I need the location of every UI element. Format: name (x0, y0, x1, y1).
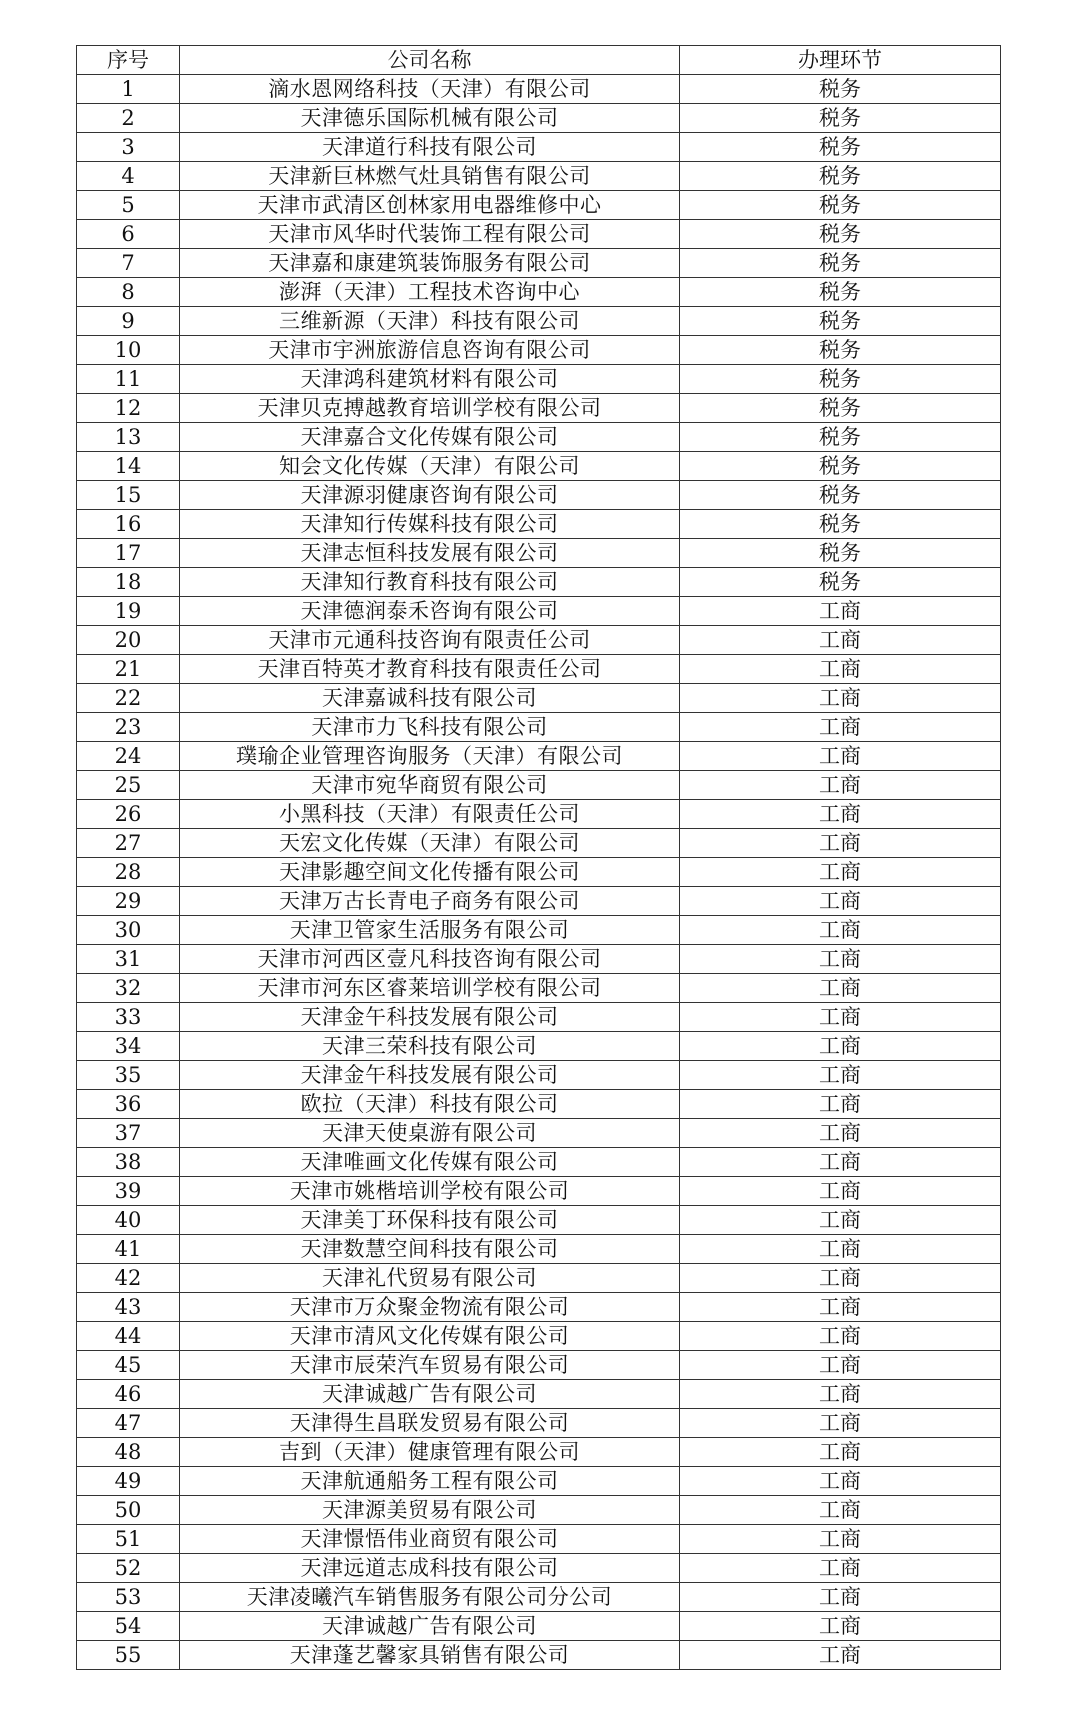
row-number: 21 (77, 655, 180, 684)
company-name: 天津影趣空间文化传播有限公司 (180, 858, 680, 887)
table-row (77, 1496, 1001, 1525)
table-row (77, 887, 1001, 916)
process-stage: 工商 (680, 1583, 1001, 1612)
company-name: 天津数慧空间科技有限公司 (180, 1235, 680, 1264)
process-stage: 工商 (680, 626, 1001, 655)
table-row (77, 1380, 1001, 1409)
header-no: 序号 (77, 46, 180, 75)
table-row (77, 278, 1001, 307)
process-stage: 工商 (680, 1293, 1001, 1322)
row-number: 23 (77, 713, 180, 742)
process-stage: 工商 (680, 1177, 1001, 1206)
company-name: 天津唯画文化传媒有限公司 (180, 1148, 680, 1177)
table-row (77, 133, 1001, 162)
table-row (77, 1583, 1001, 1612)
company-name: 天津市河西区壹凡科技咨询有限公司 (180, 945, 680, 974)
row-number: 52 (77, 1554, 180, 1583)
process-stage: 税务 (680, 307, 1001, 336)
row-number: 26 (77, 800, 180, 829)
process-stage: 工商 (680, 800, 1001, 829)
row-number: 13 (77, 423, 180, 452)
process-stage: 工商 (680, 1061, 1001, 1090)
row-number: 3 (77, 133, 180, 162)
table-row (77, 684, 1001, 713)
process-stage: 税务 (680, 278, 1001, 307)
process-stage: 税务 (680, 162, 1001, 191)
row-number: 51 (77, 1525, 180, 1554)
company-name: 天津美丁环保科技有限公司 (180, 1206, 680, 1235)
process-stage: 工商 (680, 742, 1001, 771)
process-stage: 工商 (680, 1351, 1001, 1380)
table-row (77, 1409, 1001, 1438)
row-number: 43 (77, 1293, 180, 1322)
table-row (77, 423, 1001, 452)
process-stage: 工商 (680, 771, 1001, 800)
table-row (77, 974, 1001, 1003)
table-row (77, 713, 1001, 742)
company-name: 天津市清风文化传媒有限公司 (180, 1322, 680, 1351)
process-stage: 工商 (680, 858, 1001, 887)
table-row (77, 394, 1001, 423)
row-number: 12 (77, 394, 180, 423)
company-name: 小黑科技（天津）有限责任公司 (180, 800, 680, 829)
header-company-name: 公司名称 (180, 46, 680, 75)
process-stage: 税务 (680, 220, 1001, 249)
process-stage: 工商 (680, 597, 1001, 626)
table-row (77, 539, 1001, 568)
row-number: 36 (77, 1090, 180, 1119)
process-stage: 工商 (680, 1612, 1001, 1641)
row-number: 22 (77, 684, 180, 713)
table-row (77, 1119, 1001, 1148)
row-number: 42 (77, 1264, 180, 1293)
company-name: 天津市辰荣汽车贸易有限公司 (180, 1351, 680, 1380)
process-stage: 工商 (680, 1264, 1001, 1293)
row-number: 27 (77, 829, 180, 858)
company-name: 天津知行传媒科技有限公司 (180, 510, 680, 539)
row-number: 54 (77, 1612, 180, 1641)
table-row (77, 742, 1001, 771)
company-name: 天津蓬艺馨家具销售有限公司 (180, 1641, 680, 1670)
table-row (77, 307, 1001, 336)
row-number: 10 (77, 336, 180, 365)
process-stage: 税务 (680, 423, 1001, 452)
company-name: 天津市武清区创林家用电器维修中心 (180, 191, 680, 220)
table-row (77, 829, 1001, 858)
company-name: 天津远道志成科技有限公司 (180, 1554, 680, 1583)
table-row (77, 945, 1001, 974)
company-name: 三维新源（天津）科技有限公司 (180, 307, 680, 336)
company-name: 天津新巨林燃气灶具销售有限公司 (180, 162, 680, 191)
table-row (77, 568, 1001, 597)
row-number: 14 (77, 452, 180, 481)
table-body (77, 75, 1001, 1670)
row-number: 2 (77, 104, 180, 133)
table-row (77, 481, 1001, 510)
row-number: 19 (77, 597, 180, 626)
table-row (77, 771, 1001, 800)
table-row (77, 191, 1001, 220)
company-name: 天津百特英才教育科技有限责任公司 (180, 655, 680, 684)
table-row (77, 800, 1001, 829)
row-number: 1 (77, 75, 180, 104)
table-row (77, 220, 1001, 249)
process-stage: 税务 (680, 191, 1001, 220)
table-row (77, 1264, 1001, 1293)
company-name: 天津金午科技发展有限公司 (180, 1003, 680, 1032)
table-header (77, 46, 1001, 75)
row-number: 9 (77, 307, 180, 336)
company-name: 天津市元通科技咨询有限责任公司 (180, 626, 680, 655)
process-stage: 税务 (680, 104, 1001, 133)
row-number: 34 (77, 1032, 180, 1061)
company-name: 天津诚越广告有限公司 (180, 1380, 680, 1409)
company-name: 天津嘉诚科技有限公司 (180, 684, 680, 713)
process-stage: 工商 (680, 1380, 1001, 1409)
company-name: 天津鸿科建筑材料有限公司 (180, 365, 680, 394)
process-stage: 工商 (680, 1235, 1001, 1264)
company-name: 天津天使桌游有限公司 (180, 1119, 680, 1148)
row-number: 6 (77, 220, 180, 249)
table-row (77, 1061, 1001, 1090)
table-row (77, 162, 1001, 191)
row-number: 25 (77, 771, 180, 800)
process-stage: 工商 (680, 1032, 1001, 1061)
table-row (77, 104, 1001, 133)
process-stage: 税务 (680, 249, 1001, 278)
company-name: 欧拉（天津）科技有限公司 (180, 1090, 680, 1119)
process-stage: 工商 (680, 1496, 1001, 1525)
company-name: 天津德乐国际机械有限公司 (180, 104, 680, 133)
table-row (77, 1322, 1001, 1351)
table-row (77, 1467, 1001, 1496)
table-row (77, 249, 1001, 278)
company-name: 天津市宇洲旅游信息咨询有限公司 (180, 336, 680, 365)
process-stage: 工商 (680, 1206, 1001, 1235)
process-stage: 税务 (680, 365, 1001, 394)
company-name: 天津得生昌联发贸易有限公司 (180, 1409, 680, 1438)
table-row (77, 75, 1001, 104)
process-stage: 工商 (680, 655, 1001, 684)
row-number: 24 (77, 742, 180, 771)
company-name: 天津知行教育科技有限公司 (180, 568, 680, 597)
table-row (77, 1641, 1001, 1670)
table-row (77, 1525, 1001, 1554)
company-name: 天宏文化传媒（天津）有限公司 (180, 829, 680, 858)
table-row (77, 597, 1001, 626)
table-row (77, 1235, 1001, 1264)
company-name: 天津卫管家生活服务有限公司 (180, 916, 680, 945)
company-name: 澎湃（天津）工程技术咨询中心 (180, 278, 680, 307)
row-number: 33 (77, 1003, 180, 1032)
table-row (77, 1293, 1001, 1322)
row-number: 48 (77, 1438, 180, 1467)
process-stage: 工商 (680, 1554, 1001, 1583)
table-row (77, 1206, 1001, 1235)
process-stage: 工商 (680, 1438, 1001, 1467)
row-number: 38 (77, 1148, 180, 1177)
row-number: 5 (77, 191, 180, 220)
table-row (77, 510, 1001, 539)
table-row (77, 655, 1001, 684)
process-stage: 税务 (680, 336, 1001, 365)
company-name: 天津贝克搏越教育培训学校有限公司 (180, 394, 680, 423)
header-stage: 办理环节 (680, 46, 1001, 75)
process-stage: 税务 (680, 510, 1001, 539)
company-name: 天津市风华时代装饰工程有限公司 (180, 220, 680, 249)
table-row (77, 1554, 1001, 1583)
process-stage: 税务 (680, 539, 1001, 568)
header-row (77, 46, 1001, 75)
row-number: 30 (77, 916, 180, 945)
table-row (77, 858, 1001, 887)
process-stage: 工商 (680, 1322, 1001, 1351)
table-row (77, 1148, 1001, 1177)
company-name: 天津德润泰禾咨询有限公司 (180, 597, 680, 626)
table-row (77, 626, 1001, 655)
company-name: 天津三荣科技有限公司 (180, 1032, 680, 1061)
row-number: 40 (77, 1206, 180, 1235)
table-row (77, 916, 1001, 945)
process-stage: 税务 (680, 568, 1001, 597)
company-name: 天津市河东区睿莱培训学校有限公司 (180, 974, 680, 1003)
row-number: 47 (77, 1409, 180, 1438)
company-name: 天津嘉和康建筑装饰服务有限公司 (180, 249, 680, 278)
table-row (77, 1351, 1001, 1380)
row-number: 45 (77, 1351, 180, 1380)
process-stage: 工商 (680, 713, 1001, 742)
row-number: 29 (77, 887, 180, 916)
row-number: 49 (77, 1467, 180, 1496)
process-stage: 工商 (680, 1119, 1001, 1148)
row-number: 28 (77, 858, 180, 887)
table-row (77, 1438, 1001, 1467)
process-stage: 工商 (680, 1409, 1001, 1438)
row-number: 18 (77, 568, 180, 597)
row-number: 20 (77, 626, 180, 655)
company-name: 天津诚越广告有限公司 (180, 1612, 680, 1641)
company-name: 天津憬悟伟业商贸有限公司 (180, 1525, 680, 1554)
company-name: 滴水恩网络科技（天津）有限公司 (180, 75, 680, 104)
process-stage: 工商 (680, 684, 1001, 713)
process-stage: 工商 (680, 829, 1001, 858)
row-number: 4 (77, 162, 180, 191)
company-name: 天津航通船务工程有限公司 (180, 1467, 680, 1496)
process-stage: 工商 (680, 1467, 1001, 1496)
table-row (77, 452, 1001, 481)
table-row (77, 1003, 1001, 1032)
row-number: 50 (77, 1496, 180, 1525)
company-name: 天津凌曦汽车销售服务有限公司分公司 (180, 1583, 680, 1612)
row-number: 15 (77, 481, 180, 510)
company-name: 天津市力飞科技有限公司 (180, 713, 680, 742)
process-stage: 税务 (680, 75, 1001, 104)
table-row (77, 1032, 1001, 1061)
row-number: 35 (77, 1061, 180, 1090)
row-number: 39 (77, 1177, 180, 1206)
row-number: 31 (77, 945, 180, 974)
process-stage: 工商 (680, 1090, 1001, 1119)
process-stage: 工商 (680, 1148, 1001, 1177)
process-stage: 工商 (680, 1003, 1001, 1032)
company-name: 天津市姚楷培训学校有限公司 (180, 1177, 680, 1206)
company-name: 天津市宛华商贸有限公司 (180, 771, 680, 800)
row-number: 53 (77, 1583, 180, 1612)
process-stage: 工商 (680, 1525, 1001, 1554)
process-stage: 税务 (680, 133, 1001, 162)
row-number: 16 (77, 510, 180, 539)
row-number: 8 (77, 278, 180, 307)
process-stage: 工商 (680, 945, 1001, 974)
company-name: 吉到（天津）健康管理有限公司 (180, 1438, 680, 1467)
table-row (77, 336, 1001, 365)
table-row (77, 1177, 1001, 1206)
process-stage: 工商 (680, 887, 1001, 916)
table-row (77, 1612, 1001, 1641)
company-name: 天津市万众聚金物流有限公司 (180, 1293, 680, 1322)
row-number: 32 (77, 974, 180, 1003)
company-name: 天津源美贸易有限公司 (180, 1496, 680, 1525)
row-number: 37 (77, 1119, 180, 1148)
row-number: 41 (77, 1235, 180, 1264)
company-name: 天津志恒科技发展有限公司 (180, 539, 680, 568)
company-name: 知会文化传媒（天津）有限公司 (180, 452, 680, 481)
company-name: 天津源羽健康咨询有限公司 (180, 481, 680, 510)
company-name: 天津金午科技发展有限公司 (180, 1061, 680, 1090)
row-number: 17 (77, 539, 180, 568)
row-number: 46 (77, 1380, 180, 1409)
process-stage: 税务 (680, 481, 1001, 510)
row-number: 7 (77, 249, 180, 278)
company-table (76, 45, 1001, 1670)
company-name: 天津礼代贸易有限公司 (180, 1264, 680, 1293)
process-stage: 工商 (680, 916, 1001, 945)
company-name: 璞瑜企业管理咨询服务（天津）有限公司 (180, 742, 680, 771)
process-stage: 工商 (680, 1641, 1001, 1670)
row-number: 55 (77, 1641, 180, 1670)
row-number: 44 (77, 1322, 180, 1351)
row-number: 11 (77, 365, 180, 394)
company-name: 天津嘉合文化传媒有限公司 (180, 423, 680, 452)
process-stage: 税务 (680, 394, 1001, 423)
process-stage: 税务 (680, 452, 1001, 481)
table-row (77, 1090, 1001, 1119)
company-name: 天津万古长青电子商务有限公司 (180, 887, 680, 916)
table-row (77, 365, 1001, 394)
process-stage: 工商 (680, 974, 1001, 1003)
company-name: 天津道行科技有限公司 (180, 133, 680, 162)
